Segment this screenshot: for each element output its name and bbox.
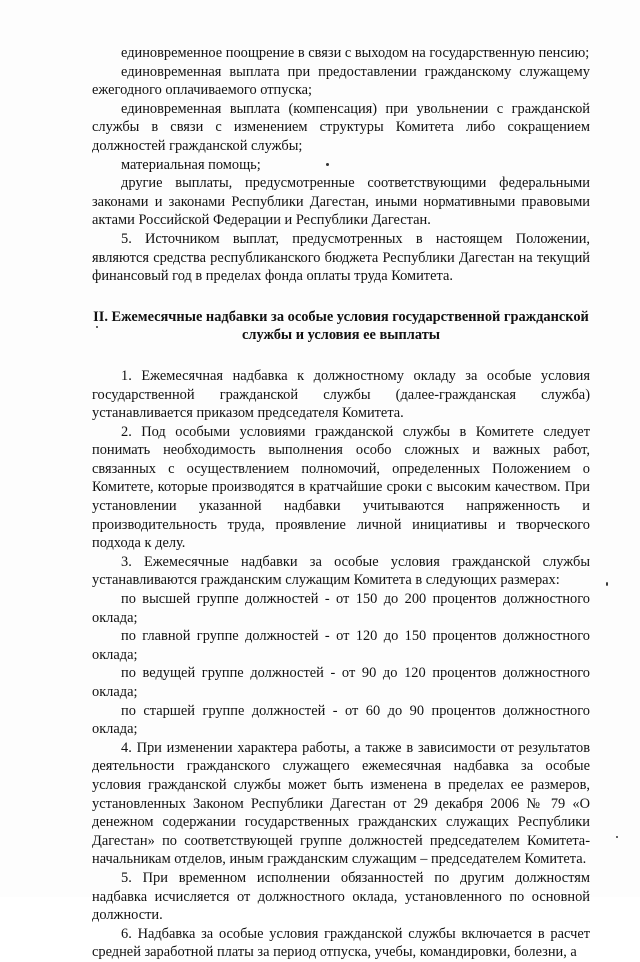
intro-paragraph: другие выплаты, предусмотренные соответствующими федеральными законами и законами Республики Дагестан, иными нормативными правовыми актами Российской Федерации и Республики Дагестан. [92, 175, 590, 229]
intro-paragraph: единовременное поощрение в связи с выходом на государственную пенсию; [121, 45, 590, 61]
section-paragraph: по высшей группе должностей - от 150 до 200 процентов должностного оклада; [92, 591, 590, 626]
section-paragraph: 2. Под особыми условиями гражданской службы в Комитете следует понимать необходимость выполнения особо сложных и важных работ, связанных с осуществлением полномочий, определенных Положением о Комитете, которые производятся в кратчайшие сроки с высоким качеством. При установлении указанной надбавки учитываются напряженность и производительность труда, проявление личной инициативы и творческого подхода к делу. [92, 423, 590, 552]
intro-paragraph: единовременная выплата при предоставлении гражданскому служащему ежегодного оплачиваемого отпуска; [92, 63, 590, 99]
scan-speck [96, 326, 98, 328]
intro-paragraph: единовременная выплата (компенсация) при увольнении с гражданской службы в связи с изменением структуры Комитета либо сокращением должностей гражданской службы; [92, 100, 590, 154]
section-paragraph: 3. Ежемесячные надбавки за особые условия гражданской службы устанавливаются гражданским служащим Комитета в следующих размерах: [92, 553, 590, 589]
scan-speck [606, 582, 608, 586]
section-paragraph: по ведущей группе должностей - от 90 до 120 процентов должностного оклада; [92, 665, 590, 700]
scan-speck [326, 163, 329, 166]
section-paragraph: 4. При изменении характера работы, а также в зависимости от результатов деятельности гражданского служащего ежемесячная надбавка за особые условия гражданской службы может быть изменена в пределах ее размеров, установленных Законом Республики Дагестан от 29 декабря 2006 № 79 «О денежном содержании государственных гражданских служащих Республики Дагестан» по соответствующей группе должностей председателем Комитета-начальникам отделов, иным гражданским служащим – председателем Комитета. [92, 739, 590, 868]
intro-paragraph: 5. Источником выплат, предусмотренных в настоящем Положении, являются средства республиканского бюджета Республики Дагестан на текущий финансовый год в пределах фонда оплаты труда Комитета. [92, 230, 590, 285]
section-paragraph: 1. Ежемесячная надбавка к должностному окладу за особые условия государственной гражданской службы (далее-гражданская служба) устанавливается приказом председателя Комитета. [92, 367, 590, 422]
section-heading: II. Ежемесячные надбавки за особые условия государственной гражданской службы и условия ее выплаты [93, 308, 589, 344]
document-body [92, 44, 590, 962]
spacer [92, 286, 590, 308]
scan-speck [616, 836, 618, 838]
section-paragraph: по главной группе должностей - от 120 до 150 процентов должностного оклада; [92, 628, 590, 663]
section-paragraph: по старшей группе должностей - от 60 до 90 процентов должностного оклада; [92, 702, 590, 738]
section-paragraph: 5. При временном исполнении обязанностей по другим должностям надбавка исчисляется от должностного оклада, установленного по основной должности. [92, 869, 590, 924]
intro-paragraph: материальная помощь; [121, 156, 261, 173]
spacer [92, 345, 590, 367]
section-paragraph: 6. Надбавка за особые условия гражданской службы включается в расчет средней заработной платы за период отпуска, учебы, командировки, болезни, а [92, 925, 590, 961]
